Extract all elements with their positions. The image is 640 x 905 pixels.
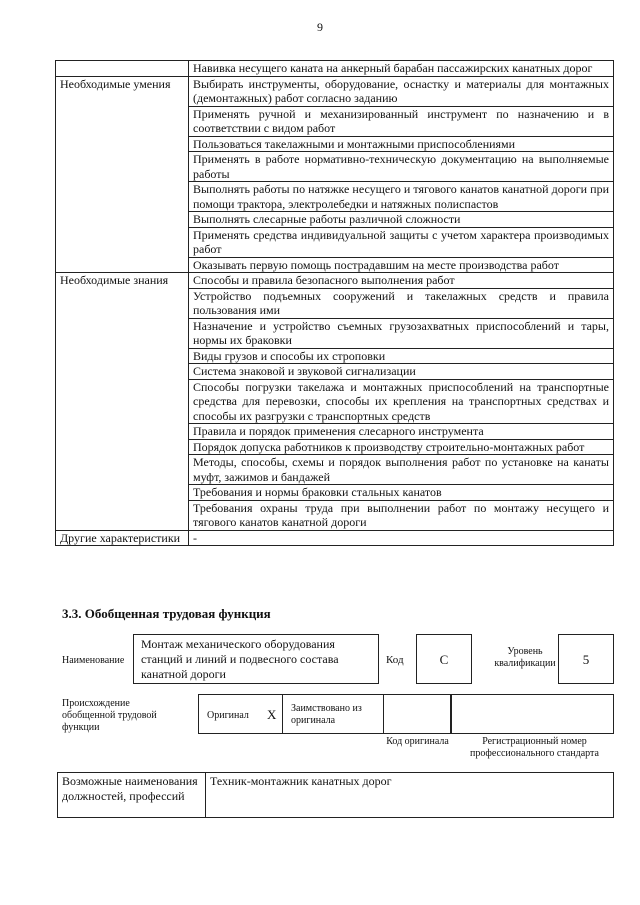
table-row [56, 530, 614, 546]
level-label: Уровень квалификации [494, 646, 556, 669]
row-label: Другие характеристики [56, 530, 189, 546]
table-row [56, 273, 614, 289]
table-cell: Применять в работе нормативно-техническую документацию на выполняемые работы [189, 152, 614, 182]
code-box [416, 634, 472, 684]
code-value: C [439, 652, 449, 667]
row-label: Необходимые знания [56, 273, 189, 531]
name-value: Монтаж механического оборудования станций и линий и подвесного состава канатной дороги [141, 637, 339, 681]
table-cell: Виды грузов и способы их строповки [189, 348, 614, 364]
table-cell: Применять ручной и механизированный инструмент по назначению и в соответствии с видом работ [189, 106, 614, 136]
table-cell: Система знаковой и звуковой сигнализации [189, 364, 614, 380]
name-value-box [133, 634, 379, 684]
table-cell: Требования и нормы браковки стальных канатов [189, 485, 614, 501]
table-cell: Способы погрузки такелажа и монтажных приспособлений на транспортные средства для перевозки, способы их крепления на транспортных средствах и способы их разгрузки с транспортных средств [189, 379, 614, 424]
positions-label: Возможные наименования должностей, профессий [58, 773, 206, 818]
level-value: 5 [582, 652, 590, 667]
table-cell: Правила и порядок применения слесарного инструмента [189, 424, 614, 440]
table-cell: Устройство подъемных сооружений и такелажных средств и правила пользования ими [189, 288, 614, 318]
table-row [56, 61, 614, 77]
table-cell: Применять средства индивидуальной защиты с учетом характера производимых работ [189, 227, 614, 257]
table-row [56, 76, 614, 106]
row-label: Необходимые умения [56, 76, 189, 273]
table-cell: Пользоваться такелажными и монтажными приспособлениями [189, 136, 614, 152]
table-cell: Выбирать инструменты, оборудование, оснастку и материалы для монтажных (демонтажных) работ согласно заданию [189, 76, 614, 106]
table-cell: Порядок допуска работников к производству строительно-монтажных работ [189, 439, 614, 455]
table-cell: Выполнять работы по натяжке несущего и тягового канатов канатной дороги при помощи трактора, электролебедки и натяжных полиспастов [189, 182, 614, 212]
code-label: Код [386, 654, 404, 666]
borrowed-label: Заимствовано из оригинала [291, 703, 362, 726]
origin-label: Происхождение обобщенной трудовой функции [62, 698, 157, 733]
table-cell: Оказывать первую помощь пострадавшим на месте производства работ [189, 257, 614, 273]
reg-number-caption: Регистрационный номер профессионального стандарта [470, 736, 599, 759]
section-title: 3.3. Обобщенная трудовая функция [62, 606, 271, 621]
table-cell: Требования охраны труда при выполнении работ по монтажу несущего и тягового канатов канатной дороги [189, 500, 614, 530]
table-cell: Навивка несущего каната на анкерный барабан пассажирских канатных дорог [189, 61, 614, 77]
positions-table [57, 772, 614, 818]
table-cell: Методы, способы, схемы и порядок выполнения работ по установке на канаты муфт, зажимов и бандажей [189, 455, 614, 485]
table-cell: Способы и правила безопасного выполнения работ [189, 273, 614, 289]
original-label: Оригинал [207, 710, 249, 721]
original-mark: X [267, 707, 277, 722]
code-original-cell [384, 694, 451, 734]
table-cell: Назначение и устройство съемных грузозахватных приспособлений и тары, нормы их браковки [189, 318, 614, 348]
borrowed-cell [282, 694, 384, 734]
table-cell: Выполнять слесарные работы различной сложности [189, 212, 614, 228]
page-number: 9 [317, 20, 323, 34]
table-cell: - [189, 530, 614, 546]
competency-table [55, 60, 614, 546]
level-box [558, 634, 614, 684]
reg-number-cell [451, 694, 614, 734]
code-original-caption: Код оригинала [386, 736, 449, 747]
original-cell [198, 694, 282, 734]
name-label: Наименование [62, 655, 125, 666]
row-label [56, 61, 189, 77]
positions-value: Техник-монтажник канатных дорог [206, 773, 614, 818]
